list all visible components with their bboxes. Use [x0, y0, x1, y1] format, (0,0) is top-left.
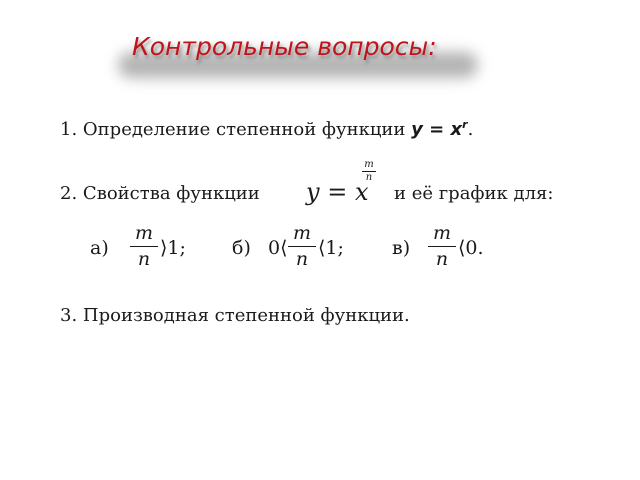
case-a-bar	[130, 246, 158, 247]
case-a-fraction	[130, 224, 158, 269]
question-3	[60, 305, 410, 326]
case-a-label: а)	[90, 237, 109, 259]
question-2-formula	[306, 178, 369, 206]
case-b-label: б)	[232, 237, 251, 259]
case-c-fraction	[428, 224, 456, 269]
case-b-prefix: 0⟨	[268, 237, 288, 259]
case-a-numerator: m	[134, 222, 154, 244]
case-b-fraction	[288, 224, 316, 269]
case-a-relation: ⟩1;	[160, 237, 186, 259]
case-b-bar	[288, 246, 316, 247]
case-a-denominator: n	[137, 248, 151, 270]
case-b-relation: ⟨1;	[318, 237, 344, 259]
question-1-end: .	[467, 119, 474, 140]
case-b-denominator: n	[295, 248, 309, 270]
case-c-bar	[428, 246, 456, 247]
question-2-text: Свойства функции	[82, 183, 260, 204]
case-b-numerator: m	[292, 222, 312, 244]
question-3-text: Производная степенной функции.	[82, 305, 410, 326]
question-1-formula: y = x	[411, 119, 463, 140]
question-3-number: 3.	[60, 305, 78, 326]
question-1-text: Определение степенной функции	[82, 119, 406, 140]
question-2-lead	[60, 183, 260, 204]
case-c-numerator: m	[432, 222, 452, 244]
page-title: Контрольные вопросы:	[132, 32, 437, 61]
exponent-numerator: m	[364, 159, 374, 170]
case-c-denominator: n	[435, 248, 449, 270]
case-c-relation: ⟨0.	[458, 237, 484, 259]
formula-exponent	[362, 160, 376, 183]
case-c-label: в)	[392, 237, 411, 259]
exponent-denominator: n	[365, 172, 373, 183]
formula-y: y	[306, 178, 320, 206]
formula-eq: =	[327, 178, 348, 206]
question-2-tail: и её график для:	[394, 183, 554, 204]
question-2-number: 2.	[60, 183, 78, 204]
question-1-exponent: r	[462, 118, 468, 131]
formula-x: x	[354, 178, 369, 206]
question-1	[60, 118, 473, 140]
question-1-number: 1.	[60, 119, 78, 140]
